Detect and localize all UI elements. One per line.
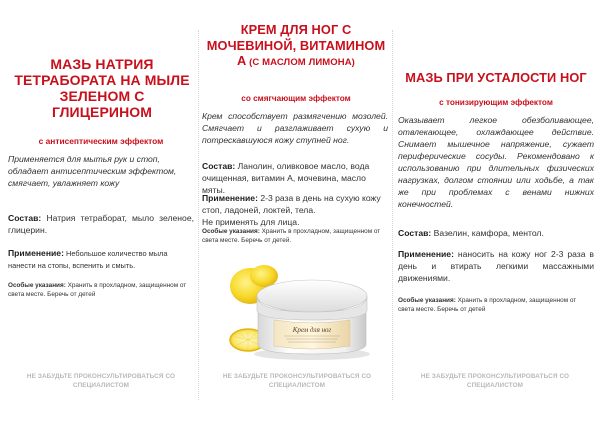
left-footer-reminder: НЕ ЗАБУДЬТЕ ПРОКОНСУЛЬТИРОВАТЬСЯ СО СПЕЦИАЛИСТОМ: [26, 373, 176, 389]
right-composition-label: Состав:: [398, 228, 432, 238]
middle-product-subtitle: со смягчающим эффектом: [241, 94, 351, 103]
middle-application-extra: Не применять для лица.: [202, 217, 300, 227]
right-footer-reminder: НЕ ЗАБУДЬТЕ ПРОКОНСУЛЬТИРОВАТЬСЯ СО СПЕЦИАЛИСТОМ: [420, 373, 570, 389]
middle-composition-text: Ланолин, оливковое масло, вода очищенная, витамин А, мочевина, масло мяты.: [202, 161, 370, 195]
left-product-description: Применяется для мытья рук и стоп, обладает антисептическим эффектом, смягчает, увлажняет кожу: [8, 154, 177, 188]
right-special-notes: [398, 297, 594, 314]
right-application-text: наносить на кожу ног 2-3 раза в день и втирать легкими массажными движениями.: [398, 249, 594, 283]
middle-composition-label: Состав:: [202, 161, 236, 171]
middle-product-description: Крем способствует размягчению мозолей. Смягчает и разглаживает сухую и потрескавшуюся кожу ступней ног.: [202, 111, 388, 145]
jar-label-text: Крем для ног: [292, 326, 332, 334]
right-product-title: МАЗЬ ПРИ УСТАЛОСТИ НОГ: [405, 70, 587, 85]
middle-note-label: Особые указания:: [202, 228, 260, 235]
left-composition-label: Состав:: [8, 213, 42, 223]
left-product-title: МАЗЬ НАТРИЯ ТЕТРАБОРАТА НА МЫЛЕ ЗЕЛЕНОМ С ГЛИЦЕРИНОМ: [14, 56, 190, 120]
cream-jar-with-lemon-image: [228, 262, 378, 360]
left-product-subtitle: с антисептическим эффектом: [38, 136, 164, 146]
middle-application: [202, 192, 388, 228]
middle-title-main: КРЕМ ДЛЯ НОГ С МОЧЕВИНОЙ, ВИТАМИНОМ А: [206, 22, 386, 68]
right-note-text: Хранить в прохладном, защищенном от света месте. Беречь от детей: [398, 297, 577, 313]
left-special-notes: [8, 282, 194, 299]
right-product-subtitle: с тонизирующим эффектом: [439, 98, 553, 107]
left-application-text: Небольшое количество мыла нанести на стопы, вспенить и смыть.: [8, 249, 168, 270]
middle-note-text: Хранить в прохладном, защищенном от света месте. Беречь от детей.: [202, 228, 381, 244]
left-composition: [8, 212, 194, 236]
middle-composition: [202, 160, 388, 196]
middle-application-text: 2-3 раза в день на сухую кожу стоп, ладоней, локтей, тела.: [202, 193, 381, 215]
middle-footer-reminder: НЕ ЗАБУДЬТЕ ПРОКОНСУЛЬТИРОВАТЬСЯ СО СПЕЦИАЛИСТОМ: [222, 373, 372, 389]
left-application-label: Применение:: [8, 248, 64, 258]
right-composition: [398, 227, 594, 239]
left-application: [8, 247, 194, 271]
left-note-label: Особые указания:: [8, 282, 66, 289]
right-note-label: Особые указания:: [398, 297, 456, 304]
middle-product-title: [204, 22, 388, 71]
middle-application-label: Применение:: [202, 193, 258, 203]
left-composition-text: Натрия тетраборат, мыло зеленое, глицерин.: [8, 213, 194, 235]
lemon-icon: [250, 265, 278, 287]
right-application: [398, 248, 594, 284]
middle-title-small: (С МАСЛОМ ЛИМОНА): [246, 57, 355, 68]
left-note-text: Хранить в прохладном, защищенном от света месте. Беречь от детей: [8, 282, 187, 298]
right-application-label: Применение:: [398, 249, 454, 259]
right-composition-text: Вазелин, камфора, ментол.: [431, 228, 544, 238]
middle-special-notes: [202, 228, 388, 245]
column-divider: [198, 30, 199, 400]
right-product-description: Оказывает легкое обезболивающее, отвлекающее, охлаждающее действие. Снимает мышечное напряжение, сужает периферические сосуды. Рекомендовано к использованию при длительных физических нагрузках, долгом стоянии или ходьбе, а так же при проблемах с венами нижних конечностей.: [398, 115, 594, 209]
column-divider: [392, 30, 393, 400]
